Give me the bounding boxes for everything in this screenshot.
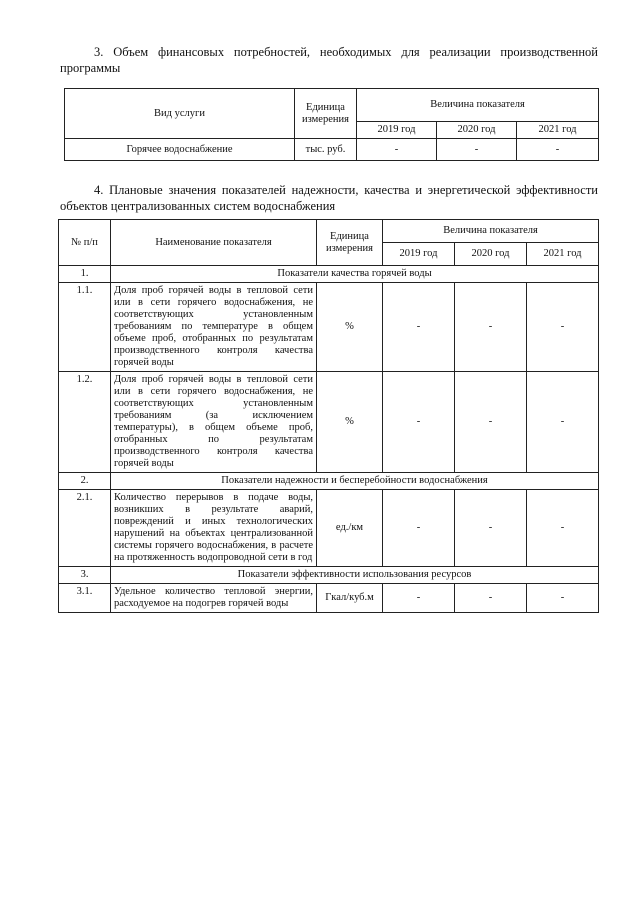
value-cell: -	[527, 372, 599, 473]
value-cell: -	[517, 139, 599, 161]
row-num: 2.1.	[59, 490, 111, 567]
financial-needs-table	[64, 88, 599, 161]
col-header-unit: Единица измерения	[317, 220, 383, 266]
value-cell: -	[383, 283, 455, 372]
value-cell: -	[527, 283, 599, 372]
col-header-service: Вид услуги	[65, 89, 295, 139]
group-num: 2.	[59, 473, 111, 490]
value-cell: -	[527, 584, 599, 613]
col-header-year: 2019 год	[357, 122, 437, 139]
group-num: 1.	[59, 266, 111, 283]
col-header-value: Величина показателя	[383, 220, 599, 243]
col-header-unit: Единица измерения	[295, 89, 357, 139]
unit-cell: %	[317, 283, 383, 372]
value-cell: -	[357, 139, 437, 161]
value-cell: -	[383, 372, 455, 473]
group-row	[59, 473, 599, 490]
group-title: Показатели эффективности использования ресурсов	[111, 567, 599, 584]
indicator-name: Удельное количество тепловой энергии, расходуемое на подогрев горячей воды	[111, 584, 317, 613]
col-header-year: 2021 год	[527, 243, 599, 266]
table-row	[59, 283, 599, 372]
value-cell: -	[437, 139, 517, 161]
table-row	[65, 139, 599, 161]
group-title: Показатели качества горячей воды	[111, 266, 599, 283]
group-num: 3.	[59, 567, 111, 584]
section-4-title: 4. Плановые значения показателей надежности, качества и энергетической эффективности объектов централизованных систем водоснабжения	[60, 183, 598, 213]
value-cell: -	[455, 490, 527, 567]
indicator-name: Доля проб горячей воды в тепловой сети или в сети горячего водоснабжения, не соответствующих установленным требованиям по температуре в общем объеме проб, отобранных по результатам производственного контроля качества горячей воды	[111, 283, 317, 372]
section-3-title: 3. Объем финансовых потребностей, необходимых для реализации производственной программы	[60, 45, 598, 75]
col-header-num: № п/п	[59, 220, 111, 266]
value-cell: -	[383, 490, 455, 567]
col-header-year: 2020 год	[455, 243, 527, 266]
value-cell: -	[455, 584, 527, 613]
group-title: Показатели надежности и бесперебойности водоснабжения	[111, 473, 599, 490]
table-row	[59, 584, 599, 613]
row-num: 1.1.	[59, 283, 111, 372]
col-header-year: 2019 год	[383, 243, 455, 266]
value-cell: -	[455, 372, 527, 473]
group-row	[59, 567, 599, 584]
unit-cell: Гкал/куб.м	[317, 584, 383, 613]
service-cell: Горячее водоснабжение	[65, 139, 295, 161]
col-header-year: 2021 год	[517, 122, 599, 139]
unit-cell: тыс. руб.	[295, 139, 357, 161]
table-header-row	[59, 220, 599, 243]
col-header-name: Наименование показателя	[111, 220, 317, 266]
unit-cell: ед./км	[317, 490, 383, 567]
col-header-year: 2020 год	[437, 122, 517, 139]
indicator-name: Доля проб горячей воды в тепловой сети или в сети горячего водоснабжения, не соответствующих установленным требованиям (за исключением температуры), в общем объеме проб, отобранных по результатам производственного контроля качества горячей воды	[111, 372, 317, 473]
value-cell: -	[383, 584, 455, 613]
value-cell: -	[527, 490, 599, 567]
indicator-name: Количество перерывов в подаче воды, возникших в результате аварий, повреждений и иных технологических нарушений на объектах централизованной системы горячего водоснабжения, в расчете на протяженность водопроводной сети в год	[111, 490, 317, 567]
unit-cell: %	[317, 372, 383, 473]
row-num: 1.2.	[59, 372, 111, 473]
row-num: 3.1.	[59, 584, 111, 613]
indicators-table	[58, 219, 599, 613]
value-cell: -	[455, 283, 527, 372]
table-row	[59, 372, 599, 473]
group-row	[59, 266, 599, 283]
table-header-row	[65, 89, 599, 122]
col-header-value: Величина показателя	[357, 89, 599, 122]
table-row	[59, 490, 599, 567]
